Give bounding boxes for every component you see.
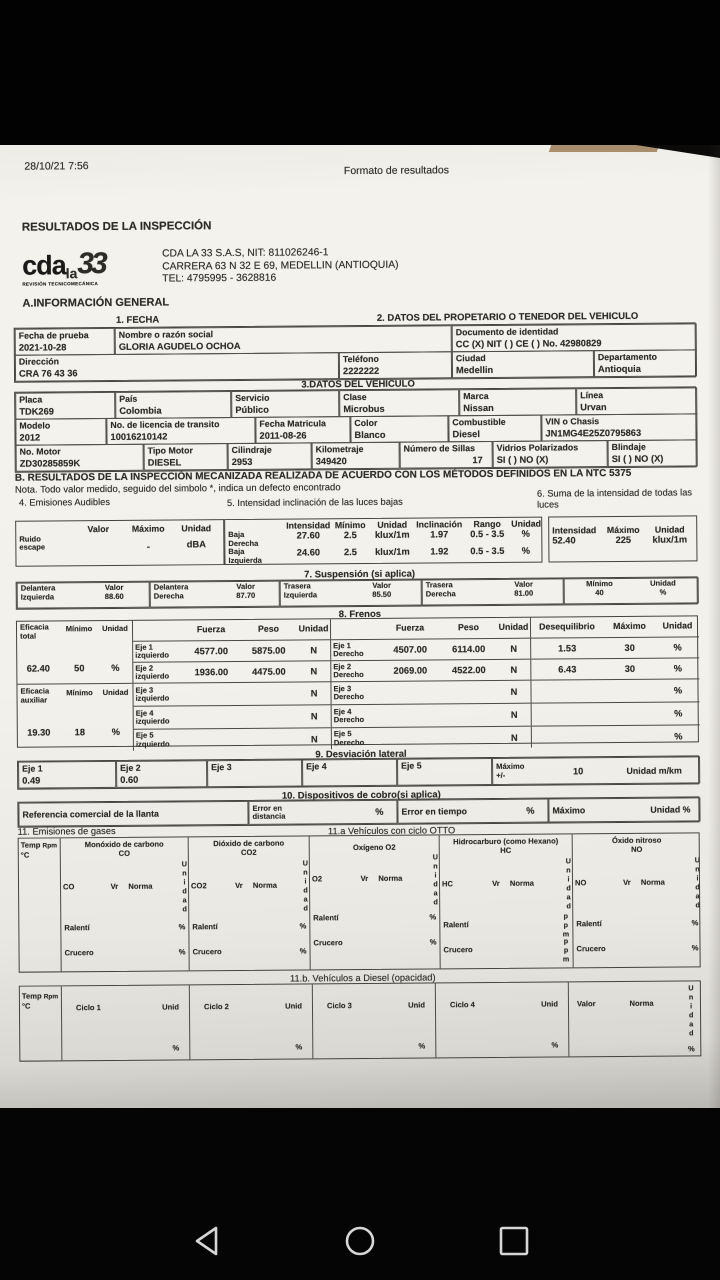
cobro-maximo: Máximo Unidad % (548, 797, 700, 822)
company-line-1: CDA LA 33 S.A.S, NIT: 811026246-1 (162, 247, 329, 260)
section-b-note: Nota. Todo valor medido, seguido del simbolo *, indica un defecto encontrado (14, 482, 341, 496)
field-placa: Placa TDK269 (15, 392, 115, 420)
sec11-label: 11. Emisiones de gases (17, 825, 116, 837)
error-distancia: Error en distancia % (248, 800, 397, 825)
android-navbar (0, 1108, 720, 1280)
sec4-h-maximo: Máximo (131, 523, 165, 534)
ciclo2-block: Ciclo 2 Unid % (190, 984, 314, 1059)
vehiculo-table (14, 386, 697, 472)
susp-minimo: Mínimo 40 Unidad % (564, 577, 699, 604)
gas-o2-block: Oxígeno O2 O2 Vr Norma Unidad Ralentí % Crucero % (310, 835, 441, 969)
company-info (162, 247, 399, 286)
desequilibrio-col: Desequilibrio Máximo Unidad 1.53 30 % 6.43 30 % % % % (531, 616, 700, 747)
unidad-vertical: Unidad (563, 856, 574, 911)
field-linea: Línea Urvan (576, 387, 697, 415)
top-letterbox (0, 0, 720, 145)
field-departamento: Departamento Antioquia (594, 349, 697, 377)
field-pais: País Colombia (115, 391, 231, 419)
ruido-unidad: dBA (186, 539, 206, 550)
field-direccion: Dirección CRA 76 43 36 (15, 352, 339, 382)
sec6-label: 6. Suma de la intensidad de todas las luces (536, 487, 693, 510)
field-modelo: Modelo 2012 (15, 418, 106, 446)
gas-no-block: Óxido nitroso NO NO Vr Norma Unidad Ralentí % Crucero % (574, 835, 703, 954)
logo-33-text: 33 (77, 246, 105, 281)
field-telefono: Teléfono 2222222 (339, 351, 452, 379)
luces-bajas-table: Intensidad Mínimo Unidad Inclinación Rango Unidad Baja Derecha 27.60 2.5 klux/1m 1.97 0.5 - 3.5 % Baja Izquierda 24.60 2.5 klux/1m 1.92 0.5 - 3.5 % (224, 517, 542, 565)
sec4-h-valor: Valor (87, 523, 110, 535)
susp-tra-izq: Trasera Izquierda Valor 85.50 (280, 580, 422, 607)
ciclo4-block: Ciclo 4 Unid % (436, 982, 570, 1057)
field-kilometraje: Kilometraje 349420 (312, 442, 400, 470)
gas-co2-block: Dióxido de carbono CO2 CO2 Vr Norma Unidad Ralentí % Crucero % (189, 836, 311, 970)
field-licencia: No. de licencia de transito 10016210142 (106, 417, 255, 445)
home-icon (340, 1221, 380, 1261)
ciclo1-block: Ciclo 1 Unid % (62, 985, 191, 1060)
field-ciudad: Ciudad Medellin (452, 350, 594, 378)
ref-llanta: Referencia comercial de la llanta (18, 801, 248, 827)
eficacia-aux-value: 19.30 (27, 726, 51, 738)
gas-co-block: Monóxido de carbono CO CO Vr Norma Unidad Ralentí % Crucero % (61, 837, 190, 971)
unidad-vertical: Unidad (686, 983, 696, 1038)
field-documento: Documento de identidad CC (X) NIT ( ) CE ( ) No. 42980829 (452, 323, 697, 352)
field-nombre: Nombre o razón social GLORIA AGUDELO OCHOA (115, 325, 452, 355)
susp-del-der: Delantera Derecha Valor 87.70 (150, 581, 280, 608)
recents-icon (494, 1221, 534, 1261)
ruido-maximo: - (146, 541, 150, 552)
inspection-form (0, 145, 720, 1108)
desv-maximo: Máximo +/- 10 Unidad m/km (492, 756, 700, 785)
field-servicio: Servicio Público (231, 390, 339, 418)
back-button[interactable] (188, 1221, 228, 1261)
sec10-title: 10. Dispositivos de cobro(si aplica) (281, 789, 441, 802)
field-fecha-prueba: Fecha de prueba 2021-10-28 (15, 328, 115, 356)
susp-tra-der: Trasera Derecha Valor 81.00 (422, 578, 564, 605)
field-sillas: Número de Sillas 17 (400, 441, 493, 469)
section-b-title: B. RESULTADOS DE LA INSPECCIÓN MECANIZADA REALIZADA DE ACUERDO CON LOS MÉTODOS DEFINIDOS EN LA NTC 5375 (14, 467, 632, 484)
sec4-h-unidad: Unidad (181, 523, 212, 534)
frenos-table (16, 615, 699, 747)
field-color: Color Blanco (350, 415, 448, 443)
frenos-izquierdo-col: Fuerza Peso Unidad Eje 1 izquierdo 4577.00 5875.00 N Eje 2 izquierdo 1936.00 4475.00 N Eje 3 izquierdo N Eje 4 izquierdo N Eje 5 izquierdo N (133, 619, 332, 751)
diesel-table (19, 980, 702, 1061)
sec9-title: 9. Desviación lateral (315, 748, 407, 761)
suma-intensidad-table: Intensidad Máximo Unidad 52.40 225 klux/1m (548, 515, 697, 562)
unidad-vertical: Unidad (692, 855, 703, 910)
emisiones-audibles-table: Ruido escape Valor Máximo - Unidad dBA (15, 519, 224, 567)
desv-eje5: Eje 5 (397, 758, 492, 786)
company-line-3: TEL: 4795995 - 3628816 (162, 272, 277, 285)
sec4-label: 4. Emisiones Audibles (18, 496, 111, 508)
sec11b-title: 11.b. Vehículos a Diesel (opacidad) (289, 972, 436, 984)
field-clase: Clase Microbus (339, 389, 459, 417)
fecha-title: 1. FECHA (115, 314, 160, 326)
gas-hc-block: Hidrocarburo (como Hexano) HC HC Vr Norma Unidad Ralentí ppm Crucero ppm (440, 834, 574, 968)
field-no-motor: No. Motor ZD30285859K (16, 444, 144, 472)
company-line-2: CARRERA 63 N 32 E 69, MEDELLIN (ANTIOQUIA) (162, 259, 399, 273)
luz-baja-derecha-row: Baja Derecha 27.60 2.5 klux/1m 1.97 0.5 - 3.5 % (228, 528, 530, 548)
unidad-vertical: Unidad (179, 859, 190, 914)
suma-unidad-value: klux/1m (652, 534, 688, 545)
suma-maximo-value: 225 (615, 534, 632, 545)
unidad-vertical: Unidad (300, 858, 311, 913)
document-title: Formato de resultados (343, 164, 449, 178)
field-vin: VIN o Chasis JN1MG4E25Z0795863 (541, 413, 697, 441)
print-datetime: 28/10/21 7:56 (24, 160, 89, 173)
field-vidrios: Vidrios Polarizados SI ( ) NO (X) (493, 440, 608, 468)
home-button[interactable] (340, 1221, 380, 1261)
info-general-table (14, 322, 696, 382)
cda-logo (22, 247, 154, 287)
susp-del-izq: Delantera Izquierda Valor 88.60 (17, 582, 150, 609)
field-combustible: Combustible Diesel (448, 415, 541, 443)
paper-edge-shadow (708, 145, 720, 1108)
field-tipo-motor: Tipo Motor DIESEL (144, 443, 228, 471)
vehiculo-title: 3.DATOS DEL VEHICULO (301, 378, 415, 391)
logo-tagline: REVISIÓN TECNICOMECÁNICA (22, 281, 99, 287)
otto-title: 11.a Vehículos con ciclo OTTO (327, 825, 456, 837)
error-tiempo: Error en tiempo % (397, 799, 548, 824)
ppm-vertical: ppm (561, 911, 571, 939)
field-marca: Marca Nissan (459, 388, 576, 416)
valor-norma-block: Valor Norma Unidad % (576, 983, 696, 1053)
logo-brand-text: cda (22, 250, 66, 281)
desv-eje1: Eje 1 0.49 (18, 761, 116, 789)
dispositivos-table (17, 796, 699, 827)
back-icon (188, 1221, 228, 1261)
diesel-temp-col: Temp Rpm °C (20, 986, 63, 1060)
otto-temp-col: Temp Rpm °C (19, 838, 62, 971)
desv-eje2: Eje 2 0.60 (116, 760, 207, 788)
suma-intensidad-value: 52.40 (552, 535, 576, 546)
sec7-title: 7. Suspensión (si aplica) (304, 568, 416, 581)
unidad-vertical: Unidad (430, 851, 441, 906)
results-title: RESULTADOS DE LA INSPECCIÓN (21, 220, 212, 234)
field-blindaje: Blindaje SI ( ) NO (X) (608, 439, 698, 467)
desviacion-table (17, 755, 699, 789)
ppm-vertical: ppm (561, 936, 571, 964)
propietario-title: 2. DATOS DEL PROPETARIO O TENEDOR DEL VEHICULO (376, 310, 639, 324)
document-photo (0, 145, 720, 1108)
eficacia-total-value: 62.40 (26, 662, 50, 674)
field-cilindraje: Cilindraje 2953 (228, 442, 312, 470)
frenos-derecho-col: Fuerza Peso Unidad Eje 1 Derecho 4507.00 6114.00 N Eje 2 Derecho 2069.00 4522.00 N Eje 3 Derecho N Eje 4 Derecho N Eje 5 Derecho N (331, 618, 532, 750)
ruido-label: Ruido (19, 534, 41, 544)
recents-button[interactable] (494, 1221, 534, 1261)
section-a-title: A.INFORMACIÓN GENERAL (22, 296, 170, 310)
sec5-label: 5. Intensidad inclinación de las luces bajas (226, 496, 403, 509)
eficacia-col: Eficacia total Mínimo Unidad 62.40 50 % Eficacia auxiliar Mínimo Unidad 19.30 18 % (17, 621, 134, 752)
sec8-title: 8. Frenos (338, 608, 382, 621)
suspension-table (16, 576, 698, 609)
otto-table (18, 832, 701, 972)
luz-baja-izquierda-row: Baja Izquierda 24.60 2.5 klux/1m 1.92 0.5 - 3.5 % (228, 545, 531, 565)
desv-eje4: Eje 4 (302, 759, 397, 787)
logo-la-text: la (65, 265, 78, 282)
desv-eje3: Eje 3 (207, 759, 302, 787)
ciclo3-block: Ciclo 3 Unid % (313, 983, 437, 1058)
field-fecha-matricula: Fecha Matricula 2011-08-26 (255, 416, 350, 444)
